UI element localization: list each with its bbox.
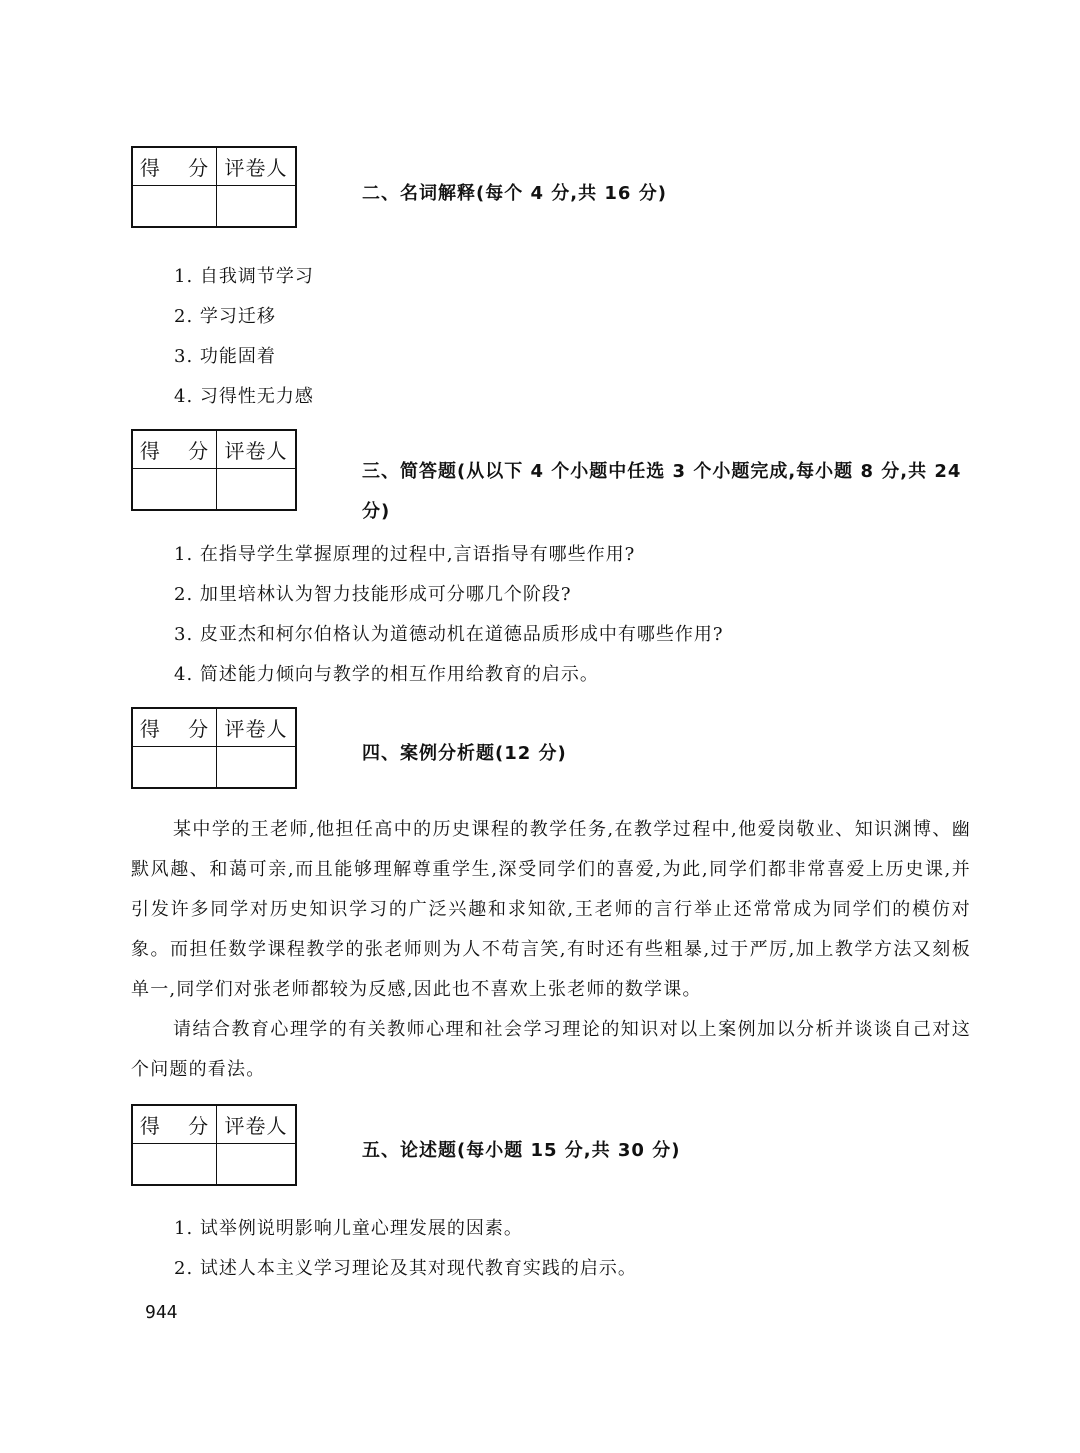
section-3-item: 2. 加里培林认为智力技能形成可分哪几个阶段? — [174, 584, 572, 605]
section-2-item: 1. 自我调节学习 — [174, 266, 314, 287]
section-2-item: 4. 习得性无力感 — [174, 386, 314, 407]
section-2-item: 3. 功能固着 — [174, 346, 276, 367]
section-5-item: 1. 试举例说明影响儿童心理发展的因素。 — [174, 1218, 523, 1239]
section-3-title-text: 三、简答题(从以下 4 个小题中任选 3 个小题完成,每小题 8 分,共 24 分) — [362, 461, 962, 522]
section-3-item: 4. 简述能力倾向与教学的相互作用给教育的启示。 — [174, 664, 599, 685]
grader-entry-cell — [217, 747, 295, 787]
score-entry-cell — [133, 1144, 217, 1184]
score-box — [131, 146, 297, 228]
score-label: 得 分 — [133, 1106, 217, 1144]
score-label: 得 分 — [133, 709, 217, 747]
section-4-title: 四、案例分析题(12 分) — [362, 743, 567, 764]
section-3-item: 3. 皮亚杰和柯尔伯格认为道德动机在道德品质形成中有哪些作用? — [174, 624, 724, 645]
section-2-item: 2. 学习迁移 — [174, 306, 276, 327]
score-entry-cell — [133, 469, 217, 509]
score-entry-cell — [133, 747, 217, 787]
score-label: 得 分 — [133, 148, 217, 186]
section-5-title: 五、论述题(每小题 15 分,共 30 分) — [362, 1140, 681, 1161]
score-box — [131, 429, 297, 511]
score-label: 得 分 — [133, 431, 217, 469]
grader-label: 评卷人 — [217, 148, 295, 186]
section-3-title — [362, 452, 972, 532]
page-number: 944 — [145, 1302, 178, 1323]
section-2-title: 二、名词解释(每个 4 分,共 16 分) — [362, 183, 667, 204]
case-question: 请结合教育心理学的有关教师心理和社会学习理论的知识对以上案例加以分析并谈谈自己对这个问题的看法。 — [131, 1019, 971, 1080]
grader-entry-cell — [217, 1144, 295, 1184]
score-box — [131, 707, 297, 789]
grader-entry-cell — [217, 186, 295, 226]
grader-label: 评卷人 — [217, 709, 295, 747]
grader-entry-cell — [217, 469, 295, 509]
section-5-item: 2. 试述人本主义学习理论及其对现代教育实践的启示。 — [174, 1258, 637, 1279]
section-3-item: 1. 在指导学生掌握原理的过程中,言语指导有哪些作用? — [174, 544, 636, 565]
score-box — [131, 1104, 297, 1186]
grader-label: 评卷人 — [217, 1106, 295, 1144]
score-entry-cell — [133, 186, 217, 226]
case-paragraph: 某中学的王老师,他担任高中的历史课程的教学任务,在教学过程中,他爱岗敬业、知识渊博、幽默风趣、和蔼可亲,而且能够理解尊重学生,深受同学们的喜爱,为此,同学们都非常喜爱上历史课,并引发许多同学对历史知识学习的广泛兴趣和求知欲,王老师的言行举止还常常成为同学们的模仿对象。而担任数学课程教学的张老师则为人不苟言笑,有时还有些粗暴,过于严厉,加上教学方法又刻板单一,同学们对张老师都较为反感,因此也不喜欢上张老师的数学课。 — [131, 819, 971, 1000]
grader-label: 评卷人 — [217, 431, 295, 469]
